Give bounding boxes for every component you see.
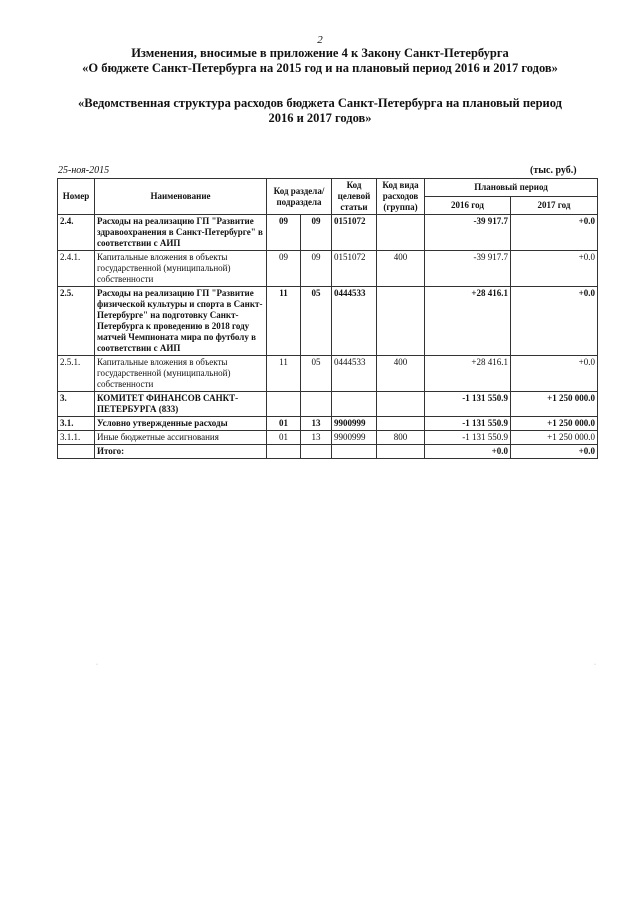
header-section-code: Код раздела/ подраздела [267, 179, 332, 215]
cell-section: 09 [267, 251, 301, 287]
cell-name: Условно утвержденные расходы [95, 417, 267, 431]
cell-target [332, 392, 377, 417]
cell-2016: -39 917.7 [425, 215, 511, 251]
cell-name: Иные бюджетные ассигнования [95, 431, 267, 445]
total-row [58, 445, 598, 459]
empty-cell [267, 445, 301, 459]
cell-expense-type: 400 [377, 251, 425, 287]
cell-name: Расходы на реализацию ГП "Развитие здравоохранения в Санкт-Петербурге" в соответствии с АИП [95, 215, 267, 251]
cell-subsection: 09 [301, 215, 332, 251]
cell-target: 9900999 [332, 431, 377, 445]
empty-cell [301, 445, 332, 459]
cell-subsection: 13 [301, 417, 332, 431]
cell-name: Капитальные вложения в объекты государственной (муниципальной) собственности [95, 251, 267, 287]
table-row [58, 392, 598, 417]
cell-expense-type [377, 392, 425, 417]
cell-expense-type [377, 287, 425, 356]
header-expense-type: Код вида расходов (группа) [377, 179, 425, 215]
cell-target: 0444533 [332, 287, 377, 356]
scan-mark: · [594, 662, 596, 668]
total-label: Итого: [95, 445, 267, 459]
cell-section: 11 [267, 287, 301, 356]
cell-2017: +0.0 [511, 287, 598, 356]
total-2016: +0.0 [425, 445, 511, 459]
cell-2017: +1 250 000.0 [511, 431, 598, 445]
table-row [58, 215, 598, 251]
header-name: Наименование [95, 179, 267, 215]
table-row [58, 287, 598, 356]
cell-section: 09 [267, 215, 301, 251]
cell-2016: -1 131 550.9 [425, 431, 511, 445]
table-row [58, 417, 598, 431]
cell-number: 2.5.1. [58, 356, 95, 392]
cell-section: 01 [267, 431, 301, 445]
empty-cell [377, 445, 425, 459]
cell-number: 2.5. [58, 287, 95, 356]
cell-number: 3.1.1. [58, 431, 95, 445]
cell-subsection: 05 [301, 287, 332, 356]
cell-expense-type [377, 215, 425, 251]
subtitle-line-1: «Ведомственная структура расходов бюджета Санкт-Петербурга на плановый период [78, 96, 562, 110]
units-label: (тыс. руб.) [530, 165, 577, 176]
header-planned-period: Плановый период [425, 179, 598, 197]
page-number: 2 [317, 34, 323, 46]
table-body [58, 215, 598, 459]
cell-target: 9900999 [332, 417, 377, 431]
cell-section: 01 [267, 417, 301, 431]
cell-subsection: 09 [301, 251, 332, 287]
cell-number: 2.4. [58, 215, 95, 251]
cell-section: 11 [267, 356, 301, 392]
document-subtitle [40, 96, 600, 126]
cell-2016: -1 131 550.9 [425, 417, 511, 431]
cell-2017: +1 250 000.0 [511, 417, 598, 431]
document-date: 25-ноя-2015 [58, 165, 110, 176]
cell-number: 2.4.1. [58, 251, 95, 287]
cell-name: Капитальные вложения в объекты государственной (муниципальной) собственности [95, 356, 267, 392]
cell-subsection: 05 [301, 356, 332, 392]
table-row [58, 356, 598, 392]
cell-2016: +28 416.1 [425, 287, 511, 356]
cell-name: КОМИТЕТ ФИНАНСОВ САНКТ-ПЕТЕРБУРГА (833) [95, 392, 267, 417]
total-2017: +0.0 [511, 445, 598, 459]
table-row [58, 431, 598, 445]
cell-expense-type [377, 417, 425, 431]
scan-mark: · [96, 662, 98, 668]
budget-table [57, 178, 598, 459]
cell-2017: +0.0 [511, 356, 598, 392]
cell-2016: -1 131 550.9 [425, 392, 511, 417]
cell-2016: +28 416.1 [425, 356, 511, 392]
cell-number: 3. [58, 392, 95, 417]
header-year-2016: 2016 год [425, 197, 511, 215]
cell-2016: -39 917.7 [425, 251, 511, 287]
cell-number: 3.1. [58, 417, 95, 431]
table-row [58, 251, 598, 287]
title-line-2: «О бюджете Санкт-Петербурга на 2015 год и на плановый период 2016 и 2017 годов» [82, 61, 558, 75]
cell-section [267, 392, 301, 417]
cell-target: 0444533 [332, 356, 377, 392]
title-line-1: Изменения, вносимые в приложение 4 к Закону Санкт-Петербурга [131, 46, 509, 60]
subtitle-line-2: 2016 и 2017 годов» [268, 111, 372, 125]
cell-subsection: 13 [301, 431, 332, 445]
empty-cell [332, 445, 377, 459]
header-year-2017: 2017 год [511, 197, 598, 215]
cell-target: 0151072 [332, 251, 377, 287]
cell-2017: +0.0 [511, 251, 598, 287]
cell-name: Расходы на реализацию ГП "Развитие физической культуры и спорта в Санкт-Петербурге" на подготовку Санкт-Петербурга к проведению в 2018 году матчей Чемпионата мира по футболу в соответствии с АИП [95, 287, 267, 356]
empty-cell [58, 445, 95, 459]
cell-subsection [301, 392, 332, 417]
document-title [30, 46, 610, 76]
cell-expense-type: 400 [377, 356, 425, 392]
cell-2017: +0.0 [511, 215, 598, 251]
header-target-code: Код целевой статьи [332, 179, 377, 215]
cell-2017: +1 250 000.0 [511, 392, 598, 417]
cell-expense-type: 800 [377, 431, 425, 445]
header-number: Номер [58, 179, 95, 215]
cell-target: 0151072 [332, 215, 377, 251]
